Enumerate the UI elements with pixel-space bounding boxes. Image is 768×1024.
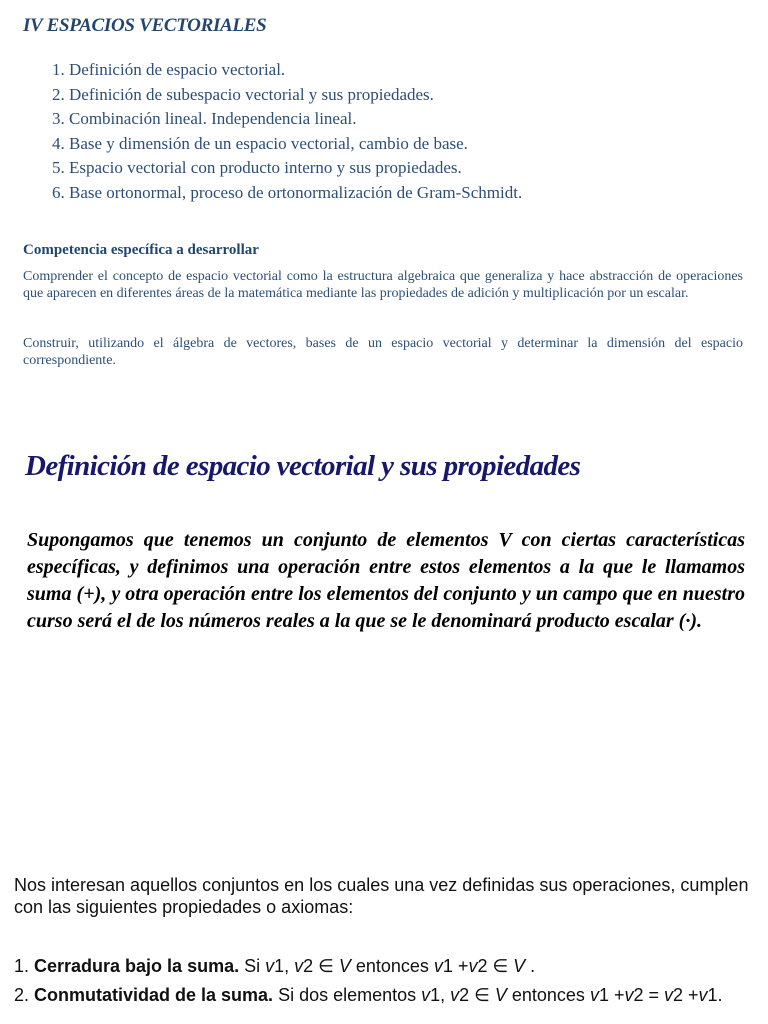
math-var: v: [698, 985, 708, 1005]
topics-list: [52, 58, 522, 206]
section-title: Definición de espacio vectorial y sus propiedades: [25, 450, 581, 482]
section-intro: Supongamos que tenemos un conjunto de elementos V con ciertas características específicas, y definimos una operación entre estos elementos a la que le llamamos suma (+), y otra operación entre los elementos del conjunto y un campo que en nuestro curso será el de los números reales a la que se le denominará producto escalar (·).: [27, 529, 745, 632]
competencia-paragraph-1: Comprender el concepto de espacio vectorial como la estructura algebraica que generaliza y hace abstracción de operaciones que aparecen en diferentes áreas de la matemática mediante las propiedades de adición y multiplicación por un escalar.: [23, 269, 743, 301]
axiom-text: 2 ∈: [459, 985, 495, 1005]
math-var: v: [421, 985, 431, 1005]
axiom-text: 1.: [707, 985, 723, 1005]
axiom-text: 1 +: [598, 985, 625, 1005]
axiom-text: 1 +: [442, 956, 469, 976]
axiom-text: 2 +: [673, 985, 699, 1005]
math-var: v: [624, 985, 634, 1005]
axiom-number: 1.: [14, 956, 35, 976]
axiom-item: [14, 984, 759, 1007]
axiom-text: entonces: [506, 985, 590, 1005]
math-var: v: [294, 956, 304, 976]
axiom-text: Si: [239, 956, 266, 976]
axiom-text: 1,: [430, 985, 451, 1005]
topic-item: 3. Combinación lineal. Independencia lineal.: [52, 109, 357, 129]
math-var: v: [433, 956, 443, 976]
axiom-text: .: [525, 956, 536, 976]
topic-item: 1. Definición de espacio vectorial.: [52, 60, 286, 79]
axiom-name: Cerradura bajo la suma.: [34, 956, 240, 976]
topic-item: 5. Espacio vectorial con producto interno y sus propiedades.: [52, 158, 462, 178]
axiom-text: 2 ∈: [303, 956, 339, 976]
axiom-name: Conmutatividad de la suma.: [34, 985, 274, 1005]
topic-item: 2. Definición de subespacio vectorial y sus propiedades.: [52, 84, 434, 104]
unit-title: IV ESPACIOS VECTORIALES: [23, 15, 267, 36]
math-var: v: [589, 985, 599, 1005]
axiom-text: Si dos elementos: [273, 985, 422, 1005]
math-var: V: [338, 956, 351, 976]
axiom-text: 1,: [274, 956, 295, 976]
axiom-text: 2 =: [633, 985, 664, 1005]
topic-item: 6. Base ortonormal, proceso de ortonormalización de Gram-Schmidt.: [52, 182, 523, 202]
math-var: v: [265, 956, 275, 976]
competencia-paragraph-2: Construir, utilizando el álgebra de vectores, bases de un espacio vectorial y determinar la dimensión del espacio correspondiente.: [23, 336, 743, 368]
axiom-text: entonces: [350, 956, 434, 976]
axiom-item: [14, 955, 759, 978]
axiom-number: 2.: [14, 985, 35, 1005]
axiom-text: 2 ∈: [477, 956, 514, 976]
topic-item: 4. Base y dimensión de un espacio vectorial, cambio de base.: [52, 133, 468, 153]
math-var: v: [468, 956, 478, 976]
math-var: V: [494, 985, 507, 1005]
math-var: v: [664, 985, 673, 1005]
competencia-heading: Competencia específica a desarrollar: [23, 242, 259, 258]
math-var: v: [450, 985, 460, 1005]
math-var: V: [513, 956, 526, 976]
axioms-intro: Nos interesan aquellos conjuntos en los cuales una vez definidas sus operaciones, cumplen con las siguientes propiedades o axiomas:: [14, 875, 749, 917]
